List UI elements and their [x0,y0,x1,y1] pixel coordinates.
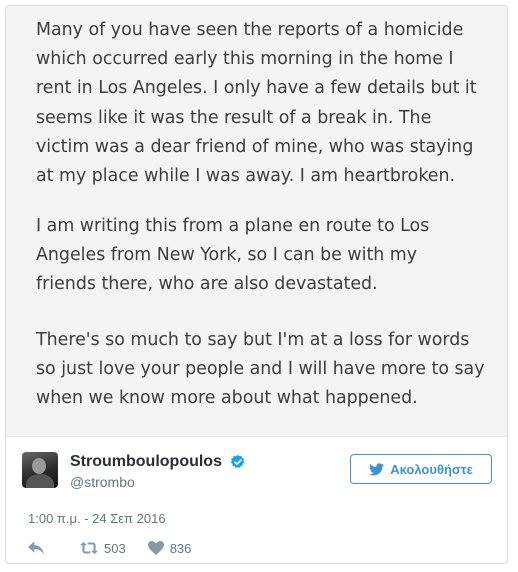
tweet-paragraph-3 [36,326,486,414]
text-line: Angeles from New York, so I can be with my [36,245,418,266]
text-line: at my place while I was away. I am heartbroken. [36,166,456,187]
verified-badge-icon [230,454,246,470]
text-line: when we know more about what happened. [36,388,418,409]
text-line: so just love your people and I will have more to say [36,359,485,380]
text-line: I am writing this from a plane en route to Los [36,216,430,236]
retweet-icon [80,541,98,555]
retweet-count: 503 [104,540,126,556]
tweet-paragraph-1 [36,16,486,191]
tweet-timestamp[interactable]: 1:00 π.μ. - 24 Σεπ 2016 [28,511,166,526]
follow-button-label: Ακολουθήστε [390,461,473,477]
embedded-tweet [5,5,508,564]
text-line: rent in Los Angeles. I only have a few details but it [36,78,477,99]
reply-button[interactable] [28,541,50,555]
author-display-name[interactable]: Stroumboulopoulos [70,453,222,470]
text-line: There's so much to say but I'm at a loss for words [36,330,470,350]
text-line: friends there, who are also devastated. [36,274,378,295]
reply-icon [28,541,44,555]
text-line: seems like it was the result of a break in. The [36,107,432,128]
tweet-actions [28,539,191,557]
like-count: 836 [169,540,192,556]
like-button[interactable] [148,541,192,556]
twitter-bird-icon [369,463,384,476]
author-handle[interactable]: @strombo [70,474,135,491]
avatar[interactable] [22,452,58,488]
tweet-text-image [6,6,507,437]
follow-button[interactable] [350,454,492,484]
author-row [22,450,492,500]
text-line: victim was a dear friend of mine, who was staying [36,136,474,157]
retweet-button[interactable] [80,541,126,556]
text-line: Many of you have seen the reports of a homicide [36,20,464,40]
tweet-paragraph-2 [36,212,486,300]
author-names[interactable] [70,453,246,490]
heart-icon [148,541,164,555]
text-line: which occurred early this morning in the home I [36,49,454,70]
